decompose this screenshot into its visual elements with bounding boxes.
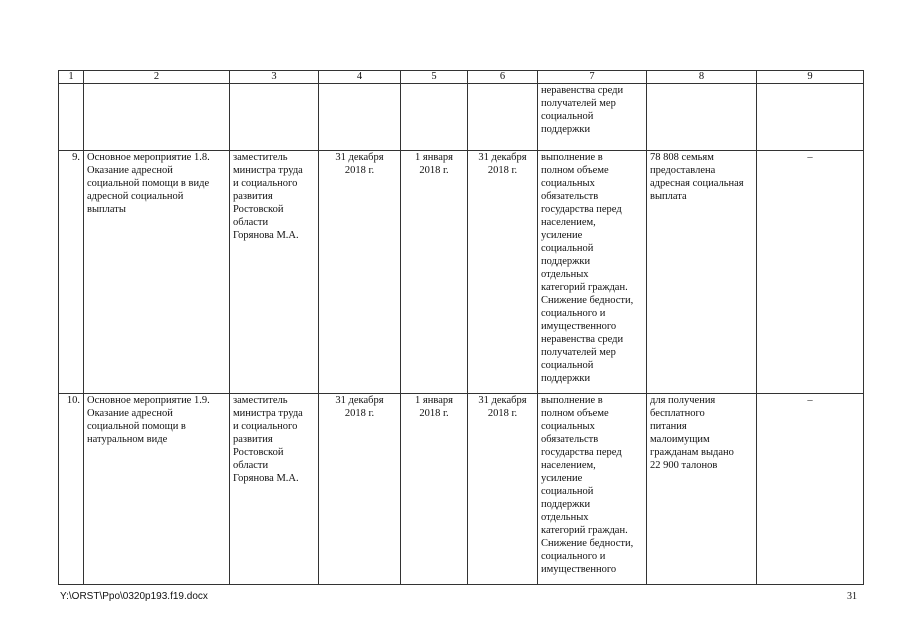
actual-start-cell: 1 января 2018 г. [401, 394, 468, 585]
actual-end-cell: 31 декабря 2018 г. [468, 151, 538, 394]
header-cell-7: 7 [538, 71, 647, 84]
problems-cell: – [757, 151, 864, 394]
actual-start-cell [401, 84, 468, 151]
header-cell-6: 6 [468, 71, 538, 84]
responsible-cell: заместитель министра труда и социального развития Ростовской области Горянова М.А. [230, 151, 319, 394]
problems-cell [757, 84, 864, 151]
actual-end-cell: 31 декабря 2018 г. [468, 394, 538, 585]
table-row [59, 151, 864, 394]
header-cell-1: 1 [59, 71, 84, 84]
responsible-cell [230, 84, 319, 151]
activity-cell: Основное мероприятие 1.9. Оказание адресной социальной помощи в натуральном виде [84, 394, 230, 585]
table-row [59, 84, 864, 151]
actual-start-cell: 1 января 2018 г. [401, 151, 468, 394]
table-row [59, 394, 864, 585]
actual-result-cell: 78 808 семьям предоставлена адресная социальная выплата [647, 151, 757, 394]
planned-end-cell: 31 декабря 2018 г. [319, 151, 401, 394]
responsible-cell: заместитель министра труда и социального развития Ростовской области Горянова М.А. [230, 394, 319, 585]
page-number: 31 [847, 591, 857, 602]
planned-end-cell: 31 декабря 2018 г. [319, 394, 401, 585]
activity-cell [84, 84, 230, 151]
row-number-cell: 10. [59, 394, 84, 585]
header-cell-3: 3 [230, 71, 319, 84]
header-row [59, 71, 864, 84]
row-number-cell: 9. [59, 151, 84, 394]
activity-cell: Основное мероприятие 1.8. Оказание адресной социальной помощи в виде адресной социальной выплаты [84, 151, 230, 394]
problems-cell: – [757, 394, 864, 585]
header-cell-8: 8 [647, 71, 757, 84]
planned-result-cell: неравенства среди получателей мер социальной поддержки [538, 84, 647, 151]
header-cell-9: 9 [757, 71, 864, 84]
footer-file-path: Y:\ORST\Ppo\0320p193.f19.docx [60, 591, 208, 602]
header-cell-4: 4 [319, 71, 401, 84]
header-cell-2: 2 [84, 71, 230, 84]
actual-end-cell [468, 84, 538, 151]
header-cell-5: 5 [401, 71, 468, 84]
report-table [58, 70, 864, 585]
actual-result-cell: для получения бесплатного питания малоимущим гражданам выдано 22 900 талонов [647, 394, 757, 585]
actual-result-cell [647, 84, 757, 151]
planned-result-cell: выполнение в полном объеме социальных обязательств государства перед населением, усиление социальной поддержки отдельных категорий граждан. Снижение бедности, социального и имущественного неравенства среди получателей мер социальной поддержки [538, 151, 647, 394]
row-number-cell [59, 84, 84, 151]
planned-result-cell: выполнение в полном объеме социальных обязательств государства перед населением, усиление социальной поддержки отдельных категорий граждан. Снижение бедности, социального и имущественного [538, 394, 647, 585]
planned-end-cell [319, 84, 401, 151]
